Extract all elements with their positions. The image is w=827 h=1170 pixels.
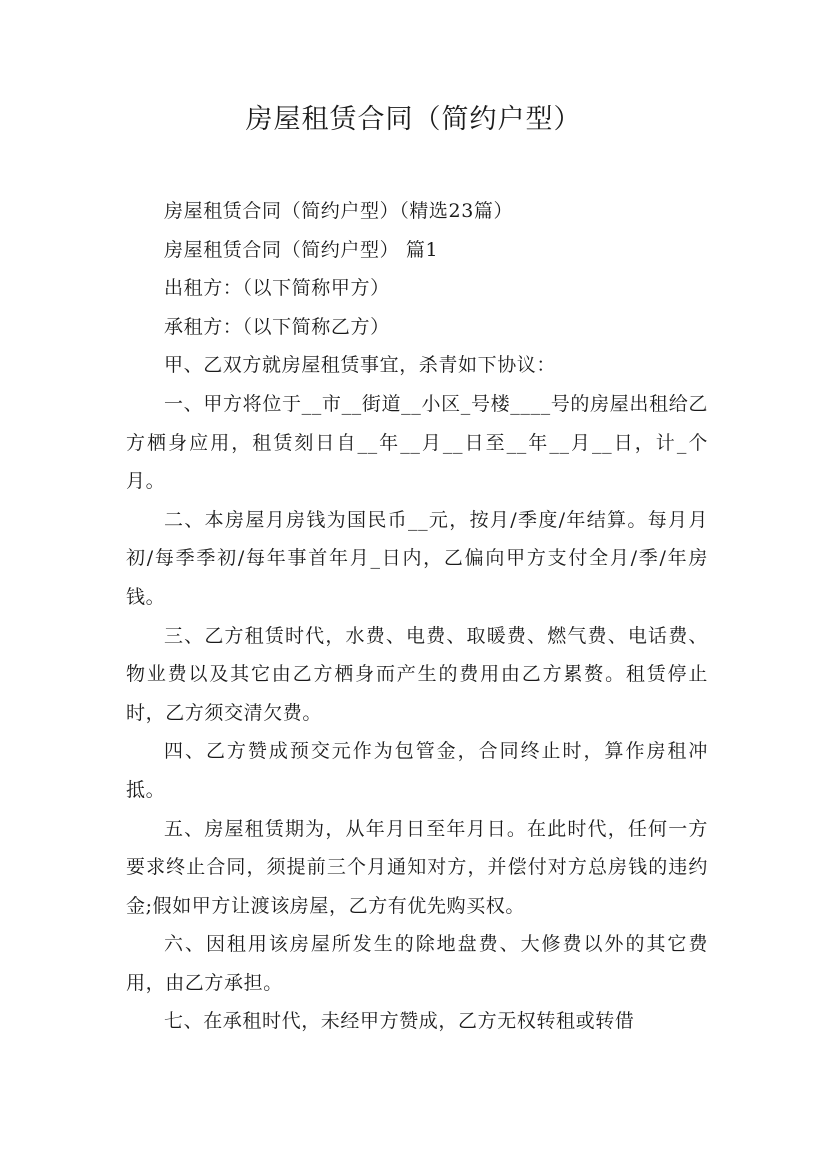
paragraph-agreement-intro: 甲、乙双方就房屋租赁事宜，杀青如下协议：	[164, 354, 557, 377]
paragraph-subtitle: 房屋租赁合同（简约户型）（精选23篇）	[164, 200, 514, 222]
paragraph-clause-5: 五、房屋租赁期为，从年月日至年月日。在此时代，任何一方要求终止合同，须提前三个月通知对方，并偿付对方总房钱的违约金;假如甲方让渡该房屋，乙方有优先购买权。	[126, 817, 708, 917]
paragraph-clause-2: 二、本房屋月房钱为国民币__元，按月/季度/年结算。每月月初/每季季初/每年事首年月_日内，乙偏向甲方支付全月/季/年房钱。	[126, 508, 708, 608]
document-title: 房屋租赁合同（简约户型）	[245, 104, 582, 135]
paragraph-clause-7: 七、在承租时代，未经甲方赞成，乙方无权转租或转借	[164, 1010, 635, 1033]
paragraph-lessor: 出租方：（以下简称甲方）	[164, 277, 390, 300]
paragraph-clause-1: 一、甲方将位于__市__街道__小区_号楼____号的房屋出租给乙方栖身应用，租赁刻日自__年__月__日至__年__月__日，计_个月。	[126, 392, 708, 493]
paragraph-clause-6: 六、因租用该房屋所发生的除地盘费、大修费以外的其它费用，由乙方承担。	[126, 933, 708, 994]
paragraph-lessee: 承租方：（以下简称乙方）	[164, 315, 390, 338]
document-body	[126, 192, 708, 1041]
paragraph-clause-3: 三、乙方租赁时代，水费、电费、取暖费、燃气费、电话费、物业费以及其它由乙方栖身而产生的费用由乙方累赘。租赁停止时，乙方须交清欠费。	[126, 624, 708, 724]
paragraph-section-heading: 房屋租赁合同（简约户型） 篇1	[164, 238, 439, 261]
paragraph-clause-4: 四、乙方赞成预交元作为包管金，合同终止时，算作房租冲抵。	[126, 740, 708, 801]
